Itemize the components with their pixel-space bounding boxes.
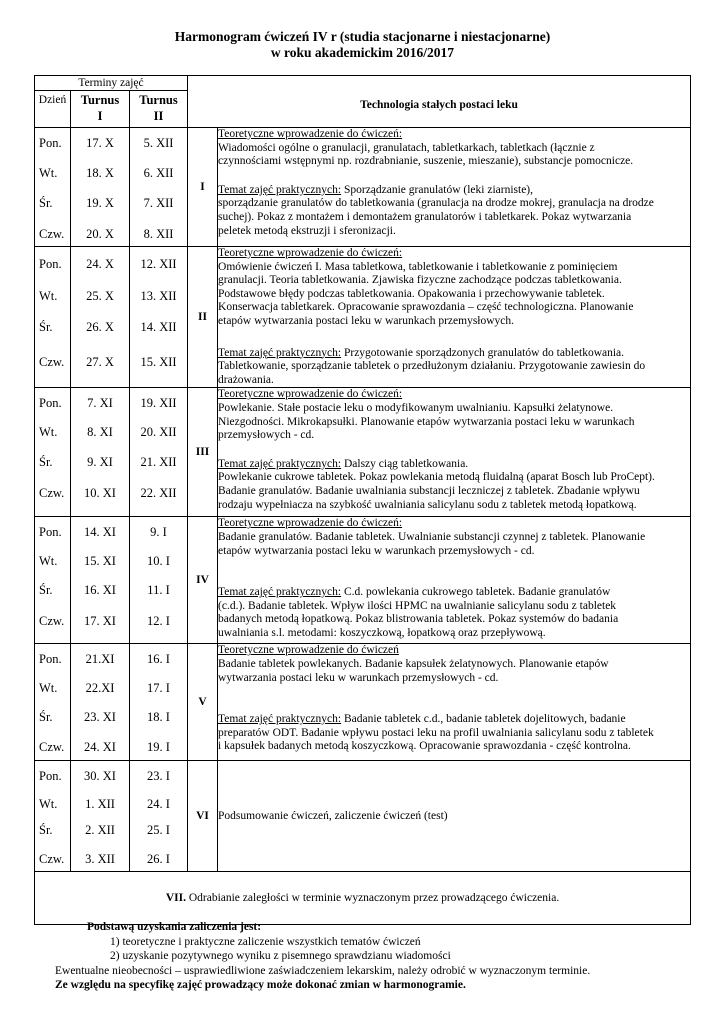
turnus2-date: 21. XII bbox=[140, 455, 177, 470]
turnus1-column bbox=[71, 761, 130, 872]
day-column bbox=[35, 761, 71, 872]
theory-line: przemysłowych - cd. bbox=[218, 429, 315, 442]
day-cell: Pon. bbox=[39, 136, 62, 150]
spacer bbox=[218, 685, 684, 713]
footer-row: VII. Odrabianie zaległości w terminie wyznaczonym przez prowadzącego ćwiczenia. bbox=[35, 872, 691, 925]
day-cell: Śr. bbox=[39, 583, 53, 598]
turnus1-date: 3. XII bbox=[85, 852, 115, 867]
practice-line: uwalniania s.l. metodami: koszyczkową, łopatkową oraz przepływową. bbox=[218, 626, 546, 639]
subject-title: Technologia stałych postaci leku bbox=[188, 76, 691, 128]
theory-line: Konserwacja tabletkarek. Opracowanie sprawozdania – część technologiczna. Planowanie bbox=[218, 301, 634, 314]
turnus2-date: 15. XII bbox=[140, 355, 177, 369]
practice-text: Badanie tabletek c.d., badanie tabletek dojelitowych, badanie bbox=[341, 713, 626, 726]
practice-line: Badanie granulatów. Badanie uwalniania substancji leczniczej z tabletek. Zbadanie wpływu bbox=[218, 484, 640, 497]
summary-text: Podsumowanie ćwiczeń, zaliczenie ćwiczeń (test) bbox=[218, 809, 448, 822]
turnus2-date: 13. XII bbox=[140, 289, 177, 303]
exercise-content bbox=[218, 128, 691, 247]
practice-label: Temat zajęć praktycznych: bbox=[218, 457, 342, 470]
theory-line: czynnościami wstępnymi np. rozdrabnianie, suszenie, mieszanie), substancje pomocnicze. bbox=[218, 155, 634, 168]
document-title-line2: w roku akademickim 2016/2017 bbox=[270, 45, 455, 60]
practice-line: peletek metodą ekstruzji i sferonizacji. bbox=[218, 224, 396, 237]
block-row bbox=[35, 128, 691, 247]
turnus2-date: 7. XII bbox=[143, 196, 174, 210]
day-cell: Śr. bbox=[39, 710, 53, 725]
practice-first-line bbox=[218, 458, 684, 472]
exercise-number bbox=[188, 517, 218, 644]
turnus1-date: 2. XII bbox=[85, 823, 115, 838]
practice-label: Temat zajęć praktycznych: bbox=[218, 713, 342, 726]
exercise-number bbox=[188, 761, 218, 872]
exercise-number-label: VI bbox=[196, 810, 209, 823]
notes-item-1: 1) teoretyczne i praktyczne zaliczenie wszystkich tematów ćwiczeń bbox=[110, 935, 421, 948]
practice-text: Dalszy ciąg tabletkowania. bbox=[341, 457, 469, 470]
turnus1-date: 24. X bbox=[86, 257, 114, 271]
practice-first-line bbox=[218, 347, 684, 361]
day-cell: Wt. bbox=[39, 425, 58, 440]
turnus2-column bbox=[130, 761, 188, 872]
turnus1-header: Turnus I bbox=[71, 91, 130, 128]
practice-line: preparatów ODT. Badanie wpływu postaci leku na profil uwalniania salicylanu sodu z tabletek bbox=[218, 726, 654, 739]
spacer bbox=[218, 169, 684, 184]
turnus2-date: 16. I bbox=[147, 652, 170, 667]
block-row bbox=[35, 388, 691, 517]
theory-line: Omówienie ćwiczeń I. Masa tabletkowa, tabletkowanie i tabletkowanie z pominięciem bbox=[218, 260, 618, 273]
practice-line: rodzaju wypełniacza na szybkość uwalniania salicylanu sodu z tabletek metodą łopatkową. bbox=[218, 498, 637, 511]
notes-absence: Ewentualne nieobecności – usprawiedliwione zaświadczeniem lekarskim, należy odrobić w wyznaczonym terminie. bbox=[55, 964, 591, 977]
turnus1-date: 7. XI bbox=[87, 396, 113, 411]
turnus2-header: Turnus II bbox=[130, 91, 188, 128]
theory-label: Teoretyczne wprowadzenie do ćwiczeń: bbox=[218, 247, 403, 259]
turnus2-date: 11. I bbox=[147, 583, 170, 598]
turnus2-date: 6. XII bbox=[143, 166, 174, 180]
turnus1-column bbox=[71, 388, 130, 517]
turnus2-date: 8. XII bbox=[143, 227, 174, 241]
practice-line: suchej). Pokaz z montażem i demontażem granulatorów i tabletkarek. Pokaz wytwarzania bbox=[218, 210, 632, 223]
theory-label: Teoretyczne wprowadzenie do ćwiczeń: bbox=[218, 517, 403, 530]
exercise-number bbox=[188, 247, 218, 388]
document-title-line1: Harmonogram ćwiczeń IV r (studia stacjonarne i niestacjonarne) bbox=[174, 29, 551, 44]
practice-text: C.d. powlekania cukrowego tabletek. Badanie granulatów bbox=[341, 586, 611, 599]
turnus2-date: 14. XII bbox=[140, 320, 177, 334]
practice-line: Tabletkowanie, sporządzanie tabletek o przedłużonym działaniu. Przygotowanie zawiesin do bbox=[218, 360, 646, 373]
turnus2-date: 25. I bbox=[147, 823, 170, 838]
practice-first-line bbox=[218, 713, 684, 727]
day-cell: Pon. bbox=[39, 257, 62, 271]
turnus1-date: 14. XI bbox=[84, 525, 116, 540]
turnus2-date: 9. I bbox=[150, 525, 167, 540]
turnus2-date: 10. I bbox=[147, 554, 170, 569]
turnus1-date: 16. XI bbox=[84, 583, 116, 598]
theory-line: etapów wytwarzania postaci leku w warunkach przemysłowych - cd. bbox=[218, 544, 535, 557]
theory-line: granulacji. Teoria tabletkowania. Zjawiska fizyczne zachodzące podczas tabletkowania. bbox=[218, 274, 622, 287]
theory-line: Niezgodności. Mikrokapsułki. Planowanie etapów wytwarzania postaci leku w warunkach bbox=[218, 415, 635, 428]
notes-heading: Podstawą uzyskania zaliczenia jest: bbox=[87, 921, 262, 933]
theory-label: Teoretyczne wprowadzenie do ćwiczeń bbox=[218, 644, 399, 657]
terms-header: Terminy zajęć bbox=[35, 76, 188, 91]
turnus2-date: 12. I bbox=[147, 614, 170, 629]
theory-label: Teoretyczne wprowadzenie do ćwiczeń: bbox=[218, 388, 403, 401]
day-cell: Czw. bbox=[39, 355, 65, 369]
day-cell: Śr. bbox=[39, 196, 53, 210]
turnus1-date: 24. XI bbox=[84, 740, 116, 755]
practice-text: Sporządzanie granulatów (leki ziarniste), bbox=[341, 183, 533, 196]
turnus1-date: 23. XI bbox=[84, 710, 116, 725]
theory-label: Teoretyczne wprowadzenie do ćwiczeń: bbox=[218, 128, 403, 140]
turnus1-column bbox=[71, 517, 130, 644]
practice-first-line bbox=[218, 586, 684, 600]
turnus1-date: 19. X bbox=[86, 196, 114, 210]
block-row bbox=[35, 517, 691, 644]
day-cell: Wt. bbox=[39, 554, 58, 569]
day-column bbox=[35, 644, 71, 761]
practice-label: Temat zajęć praktycznych: bbox=[218, 183, 342, 196]
day-cell: Śr. bbox=[39, 320, 53, 334]
theory-line: Podstawowe błędy podczas tabletkowania. Opakowania i przechowywanie tabletek. bbox=[218, 287, 605, 300]
turnus2-date: 19. XII bbox=[140, 396, 177, 411]
turnus1-date: 22.XI bbox=[85, 681, 115, 696]
turnus1-date: 10. XI bbox=[84, 486, 116, 501]
practice-text: Przygotowanie sporządzonych granulatów do tabletkowania. bbox=[341, 346, 625, 359]
notes-item-2: 2) uzyskanie pozytywnego wyniku z pisemnego sprawdzianu wiadomości bbox=[110, 950, 451, 962]
turnus1-date: 1. XII bbox=[85, 797, 115, 812]
day-cell: Śr. bbox=[39, 823, 53, 838]
turnus2-date: 18. I bbox=[147, 710, 170, 725]
turnus1-date: 15. XI bbox=[84, 554, 116, 569]
exercise-number bbox=[188, 388, 218, 517]
day-column bbox=[35, 517, 71, 644]
spacer bbox=[218, 329, 684, 347]
day-header: Dzień bbox=[35, 91, 71, 128]
turnus2-column bbox=[130, 644, 188, 761]
exercise-number bbox=[188, 644, 218, 761]
turnus1-date: 30. XI bbox=[84, 769, 116, 784]
notes-warning: Ze względu na specyfikę zajęć prowadzący może dokonać zmian w harmonogramie. bbox=[55, 979, 466, 991]
exercise-content bbox=[218, 761, 691, 872]
turnus1-date: 26. X bbox=[86, 320, 114, 334]
exercise-number-label: III bbox=[195, 446, 210, 459]
day-cell: Pon. bbox=[39, 396, 62, 411]
exercise-number-label: I bbox=[200, 181, 205, 193]
turnus1-date: 9. XI bbox=[87, 455, 113, 470]
exercise-content bbox=[218, 247, 691, 388]
day-cell: Czw. bbox=[39, 852, 65, 867]
practice-line: sporządzanie granulatów do tabletkowania (granulacja na drodze mokrej, granulacja na drodze bbox=[218, 197, 654, 210]
day-cell: Wt. bbox=[39, 797, 58, 812]
day-cell: Wt. bbox=[39, 289, 58, 303]
schedule-table bbox=[34, 75, 691, 925]
turnus2-date: 23. I bbox=[147, 769, 170, 784]
turnus2-column bbox=[130, 128, 188, 247]
turnus2-date: 22. XII bbox=[140, 486, 177, 501]
day-cell: Wt. bbox=[39, 166, 58, 180]
day-cell: Czw. bbox=[39, 740, 65, 755]
exercise-content bbox=[218, 517, 691, 644]
block-row bbox=[35, 644, 691, 761]
day-cell: Wt. bbox=[39, 681, 58, 696]
turnus1-date: 18. X bbox=[86, 166, 114, 180]
day-cell: Pon. bbox=[39, 652, 62, 667]
block-row bbox=[35, 247, 691, 388]
spacer bbox=[218, 558, 684, 586]
day-cell: Pon. bbox=[39, 769, 62, 784]
day-cell: Czw. bbox=[39, 614, 65, 629]
exercise-number-label: IV bbox=[196, 574, 209, 587]
day-cell: Pon. bbox=[39, 525, 62, 540]
theory-line: Wiadomości ogólne o granulacji, granulatach, tabletkarkach, tabletkach (łącznie z bbox=[218, 141, 595, 154]
block-row bbox=[35, 761, 691, 872]
turnus1-date: 21.XI bbox=[85, 652, 115, 667]
exercise-content bbox=[218, 644, 691, 761]
day-cell: Czw. bbox=[39, 227, 65, 241]
practice-first-line bbox=[218, 184, 684, 198]
turnus1-date: 20. X bbox=[86, 227, 114, 241]
theory-line: etapów wytwarzania postaci leku w warunkach przemysłowych. bbox=[218, 314, 515, 327]
theory-line: Powlekanie. Stałe postacie leku o modyfikowanym uwalnianiu. Kapsułki żelatynowe. bbox=[218, 401, 614, 414]
turnus1-date: 27. X bbox=[86, 355, 114, 369]
theory-line: wytwarzania postaci leku w warunkach przemysłowych - cd. bbox=[218, 671, 499, 684]
day-cell: Czw. bbox=[39, 486, 65, 501]
turnus1-date: 17. X bbox=[86, 136, 114, 150]
practice-line: drażowania. bbox=[218, 373, 274, 386]
day-column bbox=[35, 128, 71, 247]
turnus2-column bbox=[130, 388, 188, 517]
turnus1-column bbox=[71, 128, 130, 247]
turnus1-column bbox=[71, 247, 130, 388]
turnus1-date: 8. XI bbox=[87, 425, 113, 440]
turnus1-date: 25. X bbox=[86, 289, 114, 303]
day-column bbox=[35, 388, 71, 517]
practice-line: (c.d.). Badanie tabletek. Wpływ ilości HPMC na uwalnianie salicylanu sodu z tabletek bbox=[218, 599, 617, 612]
exercise-number-label: II bbox=[198, 311, 207, 324]
day-cell: Śr. bbox=[39, 455, 53, 470]
turnus2-date: 17. I bbox=[147, 681, 170, 696]
exercise-number bbox=[188, 128, 218, 247]
turnus2-column bbox=[130, 247, 188, 388]
turnus2-date: 19. I bbox=[147, 740, 170, 755]
turnus2-date: 20. XII bbox=[140, 425, 177, 440]
exercise-content bbox=[218, 388, 691, 517]
practice-line: Powlekanie cukrowe tabletek. Pokaz powlekania metodą fluidalną (aparat Bosch lub ProCept). bbox=[218, 471, 655, 484]
practice-line: badanych metodą łopatkową. Pokaz blistrowania tabletek. Pokaz systemów do badania bbox=[218, 613, 619, 626]
practice-label: Temat zajęć praktycznych: bbox=[218, 346, 342, 359]
turnus1-date: 17. XI bbox=[84, 614, 116, 629]
theory-line: Badanie granulatów. Badanie tabletek. Uwalnianie substancji czynnej z tabletek. Planowanie bbox=[218, 530, 646, 543]
turnus2-date: 5. XII bbox=[143, 136, 174, 150]
exercise-number-label: V bbox=[198, 696, 207, 709]
turnus2-column bbox=[130, 517, 188, 644]
theory-line: Badanie tabletek powlekanych. Badanie kapsułek żelatynowych. Planowanie etapów bbox=[218, 657, 609, 670]
turnus1-column bbox=[71, 644, 130, 761]
practice-label: Temat zajęć praktycznych: bbox=[218, 586, 342, 599]
turnus2-date: 24. I bbox=[147, 797, 170, 812]
spacer bbox=[218, 443, 684, 458]
turnus2-date: 26. I bbox=[147, 852, 170, 867]
practice-line: i kapsułek badanych metodą koszyczkową. Opracowanie sprawozdania - część kontrolna. bbox=[218, 740, 631, 753]
day-column bbox=[35, 247, 71, 388]
turnus2-date: 12. XII bbox=[140, 257, 177, 271]
notes bbox=[55, 920, 590, 993]
